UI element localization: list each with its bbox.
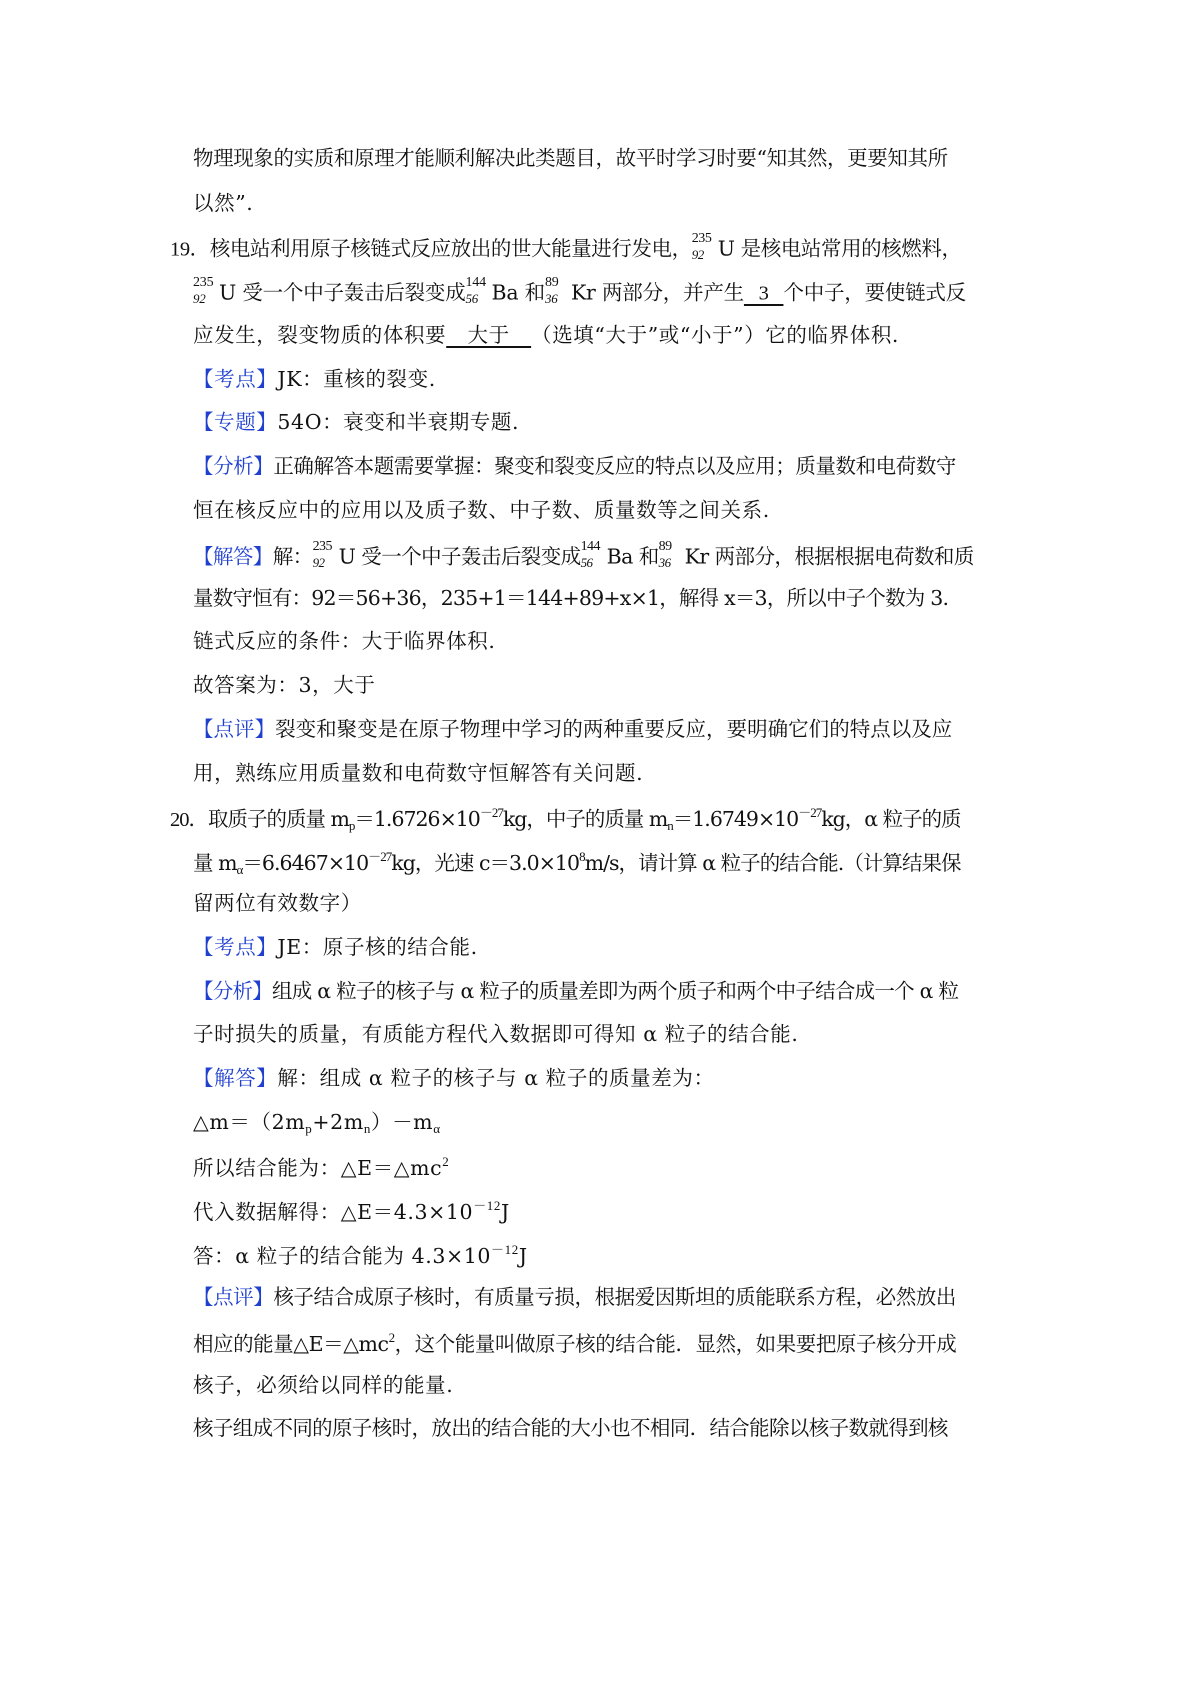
isotope-kr89: 89 36 [658, 539, 672, 570]
tag-fenxi: 【分析】 [193, 979, 273, 1003]
answer-line: 答：α 粒子的结合能为 $4.3\times 10^{-12}J$ [193, 1242, 528, 1268]
equation-mass-defect: $\triangle m=(2m_p+2m_n)-m_\alpha$ [193, 1110, 441, 1136]
isotope-u235: 235 92 [312, 539, 332, 570]
tag-zhuanti: 【专题】 [193, 410, 278, 434]
tag-jieda: 【解答】 [193, 544, 273, 569]
q19-line-1: 19．核电站利用原子核链式反应放出的世大能量进行发电， 235 92 U 是核电站常用的核燃料， [170, 231, 962, 262]
q20-dianping-line-4: 核子组成不同的原子核时，放出的结合能的大小也不相同．结合能除以核子数就得到核 [193, 1416, 948, 1440]
q20-number: 20． [170, 809, 208, 831]
q19-dianping-line-1: 【点评】裂变和聚变是在原子物理中学习的两种重要反应，要明确它们的特点以及应 [193, 717, 953, 741]
isotope-ba144: 144 56 [580, 539, 600, 570]
q19-zhuanti: 【专题】54O：衰变和半衰期专题. [193, 410, 520, 434]
isotope-u235: 235 92 [691, 231, 712, 262]
q20-dianping-line-2: 相应的能量$\triangle E=\triangle mc^2$，这个能量叫做原子核的结合能．显然，如果要把原子核分开成 [193, 1330, 957, 1356]
isotope-u235: 235 92 [193, 275, 214, 306]
q19-jieda-line-4: 故答案为：3，大于 [193, 673, 376, 697]
q20-line-2: 量 $m_\alpha=6.6467\times 10^{-27}kg$，光速 $c=3.0\times 10^8m/s$，请计算 α 粒子的结合能.（计算结果保 [193, 849, 961, 877]
q20-fenxi-line-1: 【分析】组成 α 粒子的核子与 α 粒子的质量差即为两个质子和两个中子结合成一个 α 粒 [193, 979, 959, 1003]
q19-line-3: 应发生，裂变物质的体积要 大于 （选填“大于”或“小于”）它的临界体积. [193, 323, 900, 347]
tag-fenxi: 【分析】 [193, 454, 274, 478]
q19-line-2: 235 92 U 受一个中子轰击后裂变成 144 56 Ba 和 89 36 Kr 两部分，并产生 3 个中子，要使链式反 [193, 275, 966, 306]
equation-result: 代入数据解得：$\triangle E=4.3\times 10^{-12}J$ [193, 1198, 510, 1224]
q20-jieda-line-1: 【解答】解：组成 α 粒子的核子与 α 粒子的质量差为： [193, 1066, 715, 1090]
q19-jieda-line-3: 链式反应的条件：大于临界体积. [193, 629, 496, 653]
answer-blank-1: 3 [743, 282, 784, 305]
answer-blank-2: 大于 [446, 323, 532, 347]
q19-jieda-line-1: 【解答】解： 235 92 U 受一个中子轰击后裂变成 144 56 Ba 和 89 36 Kr 两部分，根据根据电荷数和质 [193, 539, 974, 570]
q20-fenxi-line-2: 子时损失的质量，有质能方程代入数据即可得知 α 粒子的结合能. [193, 1022, 799, 1046]
q19-dianping-line-2: 用，熟练应用质量数和电荷数守恒解答有关问题. [193, 761, 644, 785]
isotope-ba144: 144 56 [465, 275, 486, 306]
tag-kaodian: 【考点】 [193, 935, 278, 959]
tag-dianping: 【点评】 [193, 1285, 274, 1309]
equation-binding-energy: 所以结合能为：$\triangle E=\triangle mc^2$ [193, 1154, 450, 1180]
tag-jieda: 【解答】 [193, 1066, 278, 1090]
isotope-kr89: 89 36 [544, 275, 559, 306]
q20-line-1: 20．取质子的质量 $m_p=1.6726\times 10^{-27}kg$，中子的质量 $m_n=1.6749\times 10^{-27}kg$，α 粒子的质 [170, 805, 961, 833]
intro-line-1: 物理现象的实质和原理才能顺利解决此类题目，故平时学习时要“知其然，更要知其所 [193, 146, 948, 170]
tag-kaodian: 【考点】 [193, 367, 278, 391]
q19-fenxi-line-1: 【分析】正确解答本题需要掌握：聚变和裂变反应的特点以及应用；质量数和电荷数守 [193, 454, 956, 478]
q19-fenxi-line-2: 恒在核反应中的应用以及质子数、中子数、质量数等之间关系. [193, 498, 770, 522]
q19-number: 19． [170, 238, 210, 261]
intro-line-2: 以然”. [193, 191, 254, 215]
q20-dianping-line-3: 核子，必须给以同样的能量. [193, 1373, 454, 1397]
q19-kaodian: 【考点】JK：重核的裂变. [193, 367, 436, 391]
q20-dianping-line-1: 【点评】核子结合成原子核时，有质量亏损，根据爱因斯坦的质能联系方程，必然放出 [193, 1285, 956, 1309]
q20-line-3: 留两位有效数字） [193, 891, 362, 915]
tag-dianping: 【点评】 [193, 717, 276, 741]
q19-jieda-line-2: 量数守恒有：92＝56+36，235+1＝144+89+x×1，解得 x＝3，所以中子个数为 3. [193, 586, 949, 610]
q20-kaodian: 【考点】JE：原子核的结合能. [193, 935, 478, 959]
